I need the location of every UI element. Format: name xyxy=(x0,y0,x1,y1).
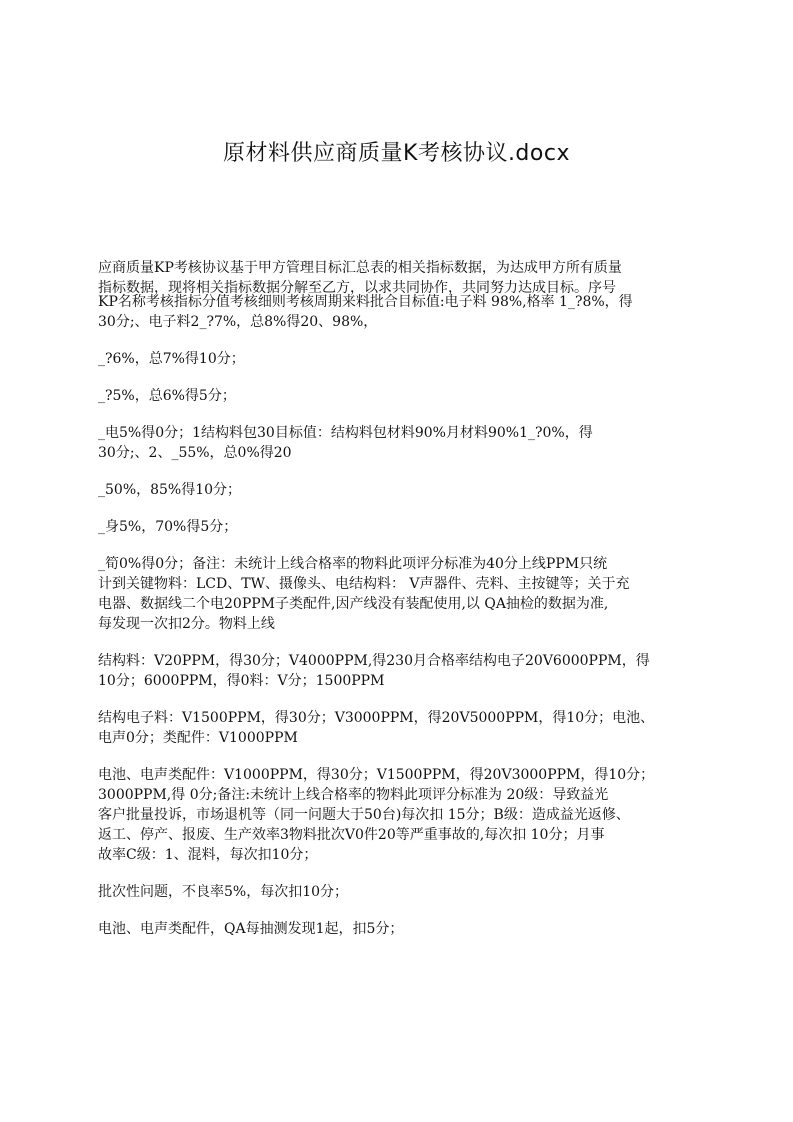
text-line: 3000PPM,得 0分;备注:未统计上线合格率的物料此项评分标准为 20级：导致益光 xyxy=(98,787,609,803)
paragraph xyxy=(98,386,710,406)
text-line: _电5%得0分；1结构料包30目标值：结构料包材料90%月材料90%1_?0%，得 xyxy=(98,425,593,441)
text-line: 返工、停产、报废、生产效率3物料批次V0件20等严重事故的,每次扣 10分；月事 xyxy=(98,827,605,843)
document-title: 原材料供应商质量K考核协议.docx xyxy=(223,141,570,166)
paragraph-note xyxy=(98,554,710,634)
text-line: _50%，85%得10分； xyxy=(98,482,242,498)
text-line: 结构电子料：V1500PPM，得30分；V3000PPM，得20V5000PPM，得10分；电池、 xyxy=(98,710,655,726)
text-line: 客户批量投诉，市场退机等（同一问题大于50台)每次扣 15分；B级：造成益光返修、 xyxy=(98,807,630,823)
text-line: 故率C级：1、混料，每次扣10分； xyxy=(98,847,318,863)
text-line: 批次性问题，不良率5%，每次扣10分； xyxy=(98,884,349,900)
text-line: 每发现一次扣2分。物料上线 xyxy=(98,616,275,632)
paragraph xyxy=(98,423,710,463)
document-body xyxy=(98,258,710,939)
text-line: 计到关键物料：LCD、TW、摄像头、电结构料： V声器件、壳料、主按键等；关于充 xyxy=(98,576,630,592)
paragraph xyxy=(98,651,710,691)
text-line: 应商质量KP考核协议基于甲方管理目标汇总表的相关指标数据，为达成甲方所有质量 xyxy=(98,260,622,276)
text-line: _?6%，总7%得10分； xyxy=(98,351,245,367)
paragraph xyxy=(98,349,710,369)
text-line: _?5%，总6%得5分； xyxy=(98,388,236,404)
text-line: _筍0%得0分；备注：未统计上线合格率的物料此项评分标准为40分上线PPM只统 xyxy=(98,556,608,572)
text-line: 电池、电声类配件，QA每抽测发现1起，扣5分； xyxy=(98,921,404,937)
text-line: 10分；6000PPM，得0料：V分；1500PPM xyxy=(98,673,385,689)
paragraph xyxy=(98,517,710,537)
paragraph xyxy=(98,708,710,748)
text-line: 指标数据，现将相关指标数据分解至乙方，以求共同协作，共同努力达成目标。序号 xyxy=(98,280,616,296)
text-line: 电器、数据线二个电20PPM子类配件,因产线没有装配使用,以 QA抽检的数据为准, xyxy=(98,596,609,612)
paragraph xyxy=(98,480,710,500)
paragraph xyxy=(98,765,710,865)
text-line: KP名称考核指标分值考核细则考核周期来料批合目标值:电子料 98%,格率 1_?8%，得 xyxy=(98,294,633,310)
paragraph xyxy=(98,919,710,939)
text-line: 结构料：V20PPM，得30分；V4000PPM,得230月合格率结构电子20V6000PPM，得 xyxy=(98,653,650,669)
text-line: _身5%，70%得5分； xyxy=(98,519,238,535)
paragraph xyxy=(98,882,710,902)
text-line: 电池、电声类配件：V1000PPM，得30分；V1500PPM，得20V3000PPM，得10分； xyxy=(98,767,655,783)
text-line: 30分;、2、_55%，总0%得20 xyxy=(98,445,292,461)
text-line: 30分;、电子料2_?7%，总8%得20、98%， xyxy=(98,314,378,330)
text-line: 电声0分；类配件：V1000PPM xyxy=(98,730,298,746)
paragraph-intro xyxy=(98,258,710,332)
